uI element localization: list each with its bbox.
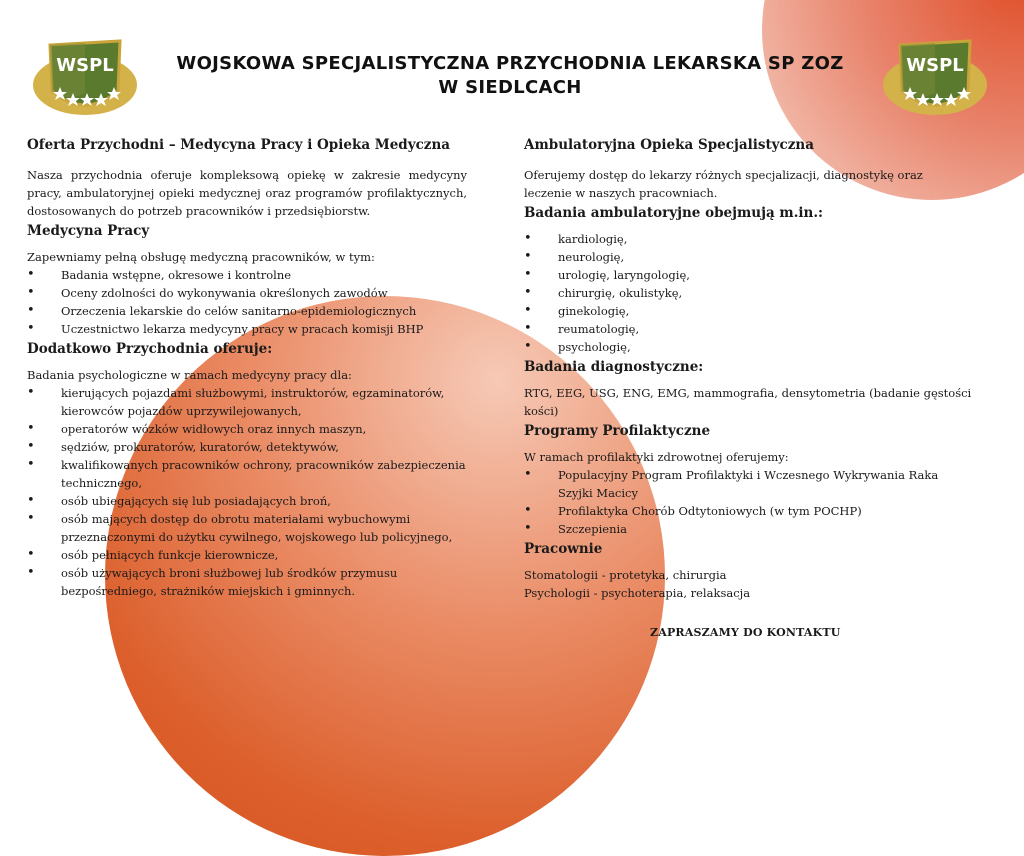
occupational-intro: Zapewniamy pełną obsługę medyczną pracowników, w tym: [27,250,375,264]
list-item: • ginekologię, [524,302,974,320]
svg-text:WSPL: WSPL [56,55,114,76]
list-item: • operatorów wózków widłowych oraz innych maszyn, [27,420,467,438]
diagnostic-text: RTG, EEG, USG, ENG, EMG, mammografia, densytometria (badanie gęstości kości) [524,386,972,418]
svg-text:WSPL: WSPL [906,55,964,76]
list-item: • kierujących pojazdami służbowymi, instruktorów, egzaminatorów, kierowców pojazdów uprzywilejowanych, [27,384,467,420]
additional-intro: Badania psychologiczne w ramach medycyny pracy dla: [27,368,352,382]
prevention-intro: W ramach profilaktyki zdrowotnej oferujemy: [524,450,789,464]
diagnostic-heading: Badania diagnostyczne: [524,359,704,375]
labs-line-2: Psychologii - psychoterapia, relaksacja [524,586,751,600]
list-item: • neurologię, [524,248,974,266]
additional-heading: Dodatkowo Przychodnia oferuje: [27,341,273,357]
wspl-logo [30,33,140,121]
list-item: • osób pełniących funkcje kierownicze, [27,546,467,564]
prevention-heading: Programy Profilaktyczne [524,423,711,439]
list-item: • Orzeczenia lekarskie do celów sanitarno-epidemiologicznych [27,302,467,320]
wspl-logo [880,33,990,121]
list-item: • Oceny zdolności do wykonywania określonych zawodów [27,284,467,302]
list-item: • osób ubiegających się lub posiadających broń, [27,492,467,510]
contact-cta: ZAPRASZAMY DO KONTAKTU [650,626,841,639]
list-item: • Profilaktyka Chorób Odtytoniowych (w tym POCHP) [524,502,974,520]
occupational-list [27,266,467,338]
list-item: • Populacyjny Program Profilaktyki i Wczesnego Wykrywania Raka Szyjki Macicy [524,466,974,502]
list-item: • Uczestnictwo lekarza medycyny pracy w pracach komisji BHP [27,320,467,338]
prevention-list [524,466,974,538]
shield-icon [880,33,990,121]
list-item: • sędziów, prokuratorów, kuratorów, detektywów, [27,438,467,456]
labs-line-1: Stomatologii - protetyka, chirurgia [524,568,727,582]
list-item: • urologię, laryngologię, [524,266,974,284]
title-line-1: WOJSKOWA SPECJALISTYCZNA PRZYCHODNIA LEKARSKA SP ZOZ [176,53,844,74]
occupational-heading: Medycyna Pracy [27,223,150,239]
page-title [160,52,860,100]
list-item: • kwalifikowanych pracowników ochrony, pracowników zabezpieczenia technicznego, [27,456,467,492]
list-item: • psychologię, [524,338,974,356]
list-item: • Badania wstępne, okresowe i kontrolne [27,266,467,284]
ambulatory-heading: Badania ambulatoryjne obejmują m.in.: [524,205,824,221]
right-column [524,134,974,602]
list-item: • reumatologię, [524,320,974,338]
specialist-text: Oferujemy dostęp do lekarzy różnych specjalizacji, diagnostykę oraz leczenie w naszych pracowniach. [524,168,923,200]
shield-icon [30,33,140,121]
list-item: • Szczepienia [524,520,974,538]
additional-list [27,384,467,600]
left-column [27,134,467,600]
offer-heading: Oferta Przychodni – Medycyna Pracy i Opieka Medyczna [27,137,451,153]
ambulatory-list [524,230,974,356]
specialist-heading: Ambulatoryjna Opieka Specjalistyczna [524,137,814,153]
list-item: • osób mających dostęp do obrotu materiałami wybuchowymi przeznaczonymi do użytku cywilnego, wojskowego lub policyjnego, [27,510,467,546]
labs-heading: Pracownie [524,541,603,557]
list-item: • osób używających broni służbowej lub środków przymusu bezpośredniego, strażników miejskich i gminnych. [27,564,467,600]
list-item: • kardiologię, [524,230,974,248]
title-line-2: W SIEDLCACH [438,77,582,98]
offer-text: Nasza przychodnia oferuje kompleksową opiekę w zakresie medycyny pracy, ambulatoryjnej opieki medycznej oraz programów profilaktycznych, dostosowanych do potrzeb pracowników i przedsiębiorstw. [27,168,467,218]
list-item: • chirurgię, okulistykę, [524,284,974,302]
